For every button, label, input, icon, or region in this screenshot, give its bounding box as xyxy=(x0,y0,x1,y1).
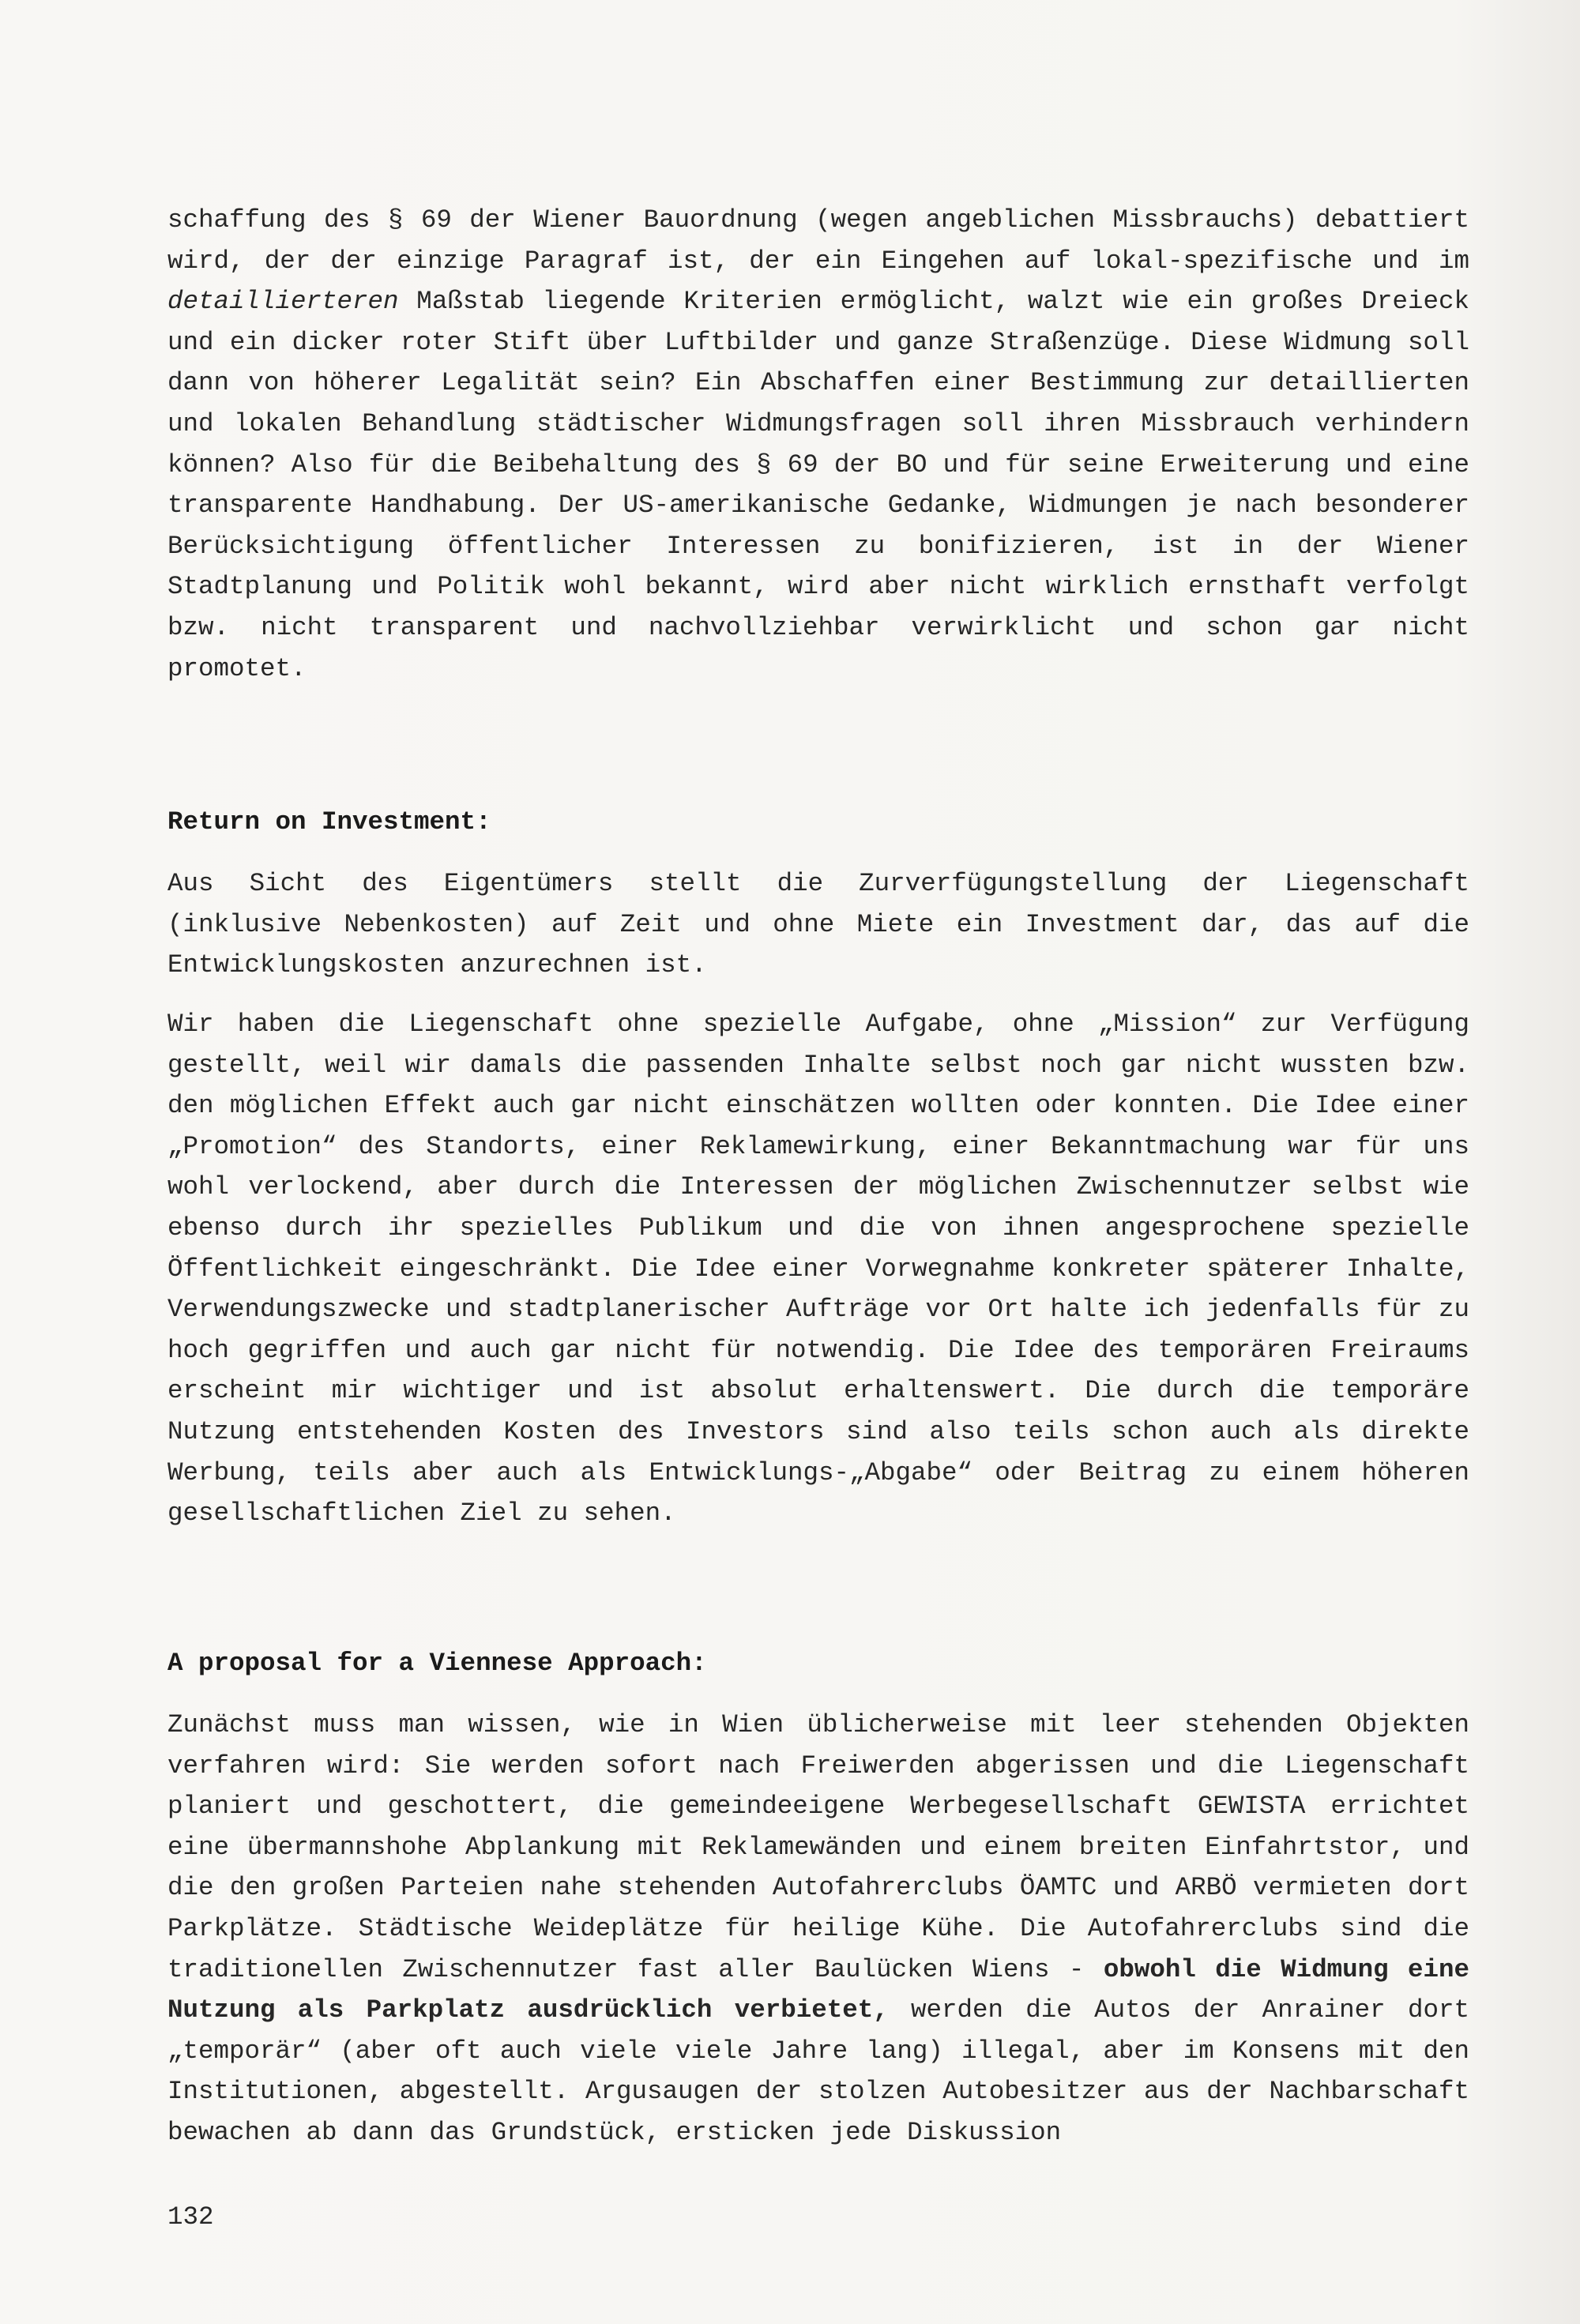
page-number: 132 xyxy=(167,2202,214,2232)
paragraph: Wir haben die Liegenschaft ohne spezielle Aufgabe, ohne „Mission“ zur Verfügung gestellt, weil wir damals die passenden Inhalte selbst noch gar nicht wussten bzw. den möglichen Effekt auch gar nicht einschätzen wollten oder konnten. Die Idee einer „Promotion“ des Standorts, einer Reklamewirkung, einer Bekanntmachung war für uns wohl verlockend, aber durch die Interessen der möglichen Zwischennutzer selbst wie ebenso durch ihr spezielles Publikum und die von ihnen angesprochene spezielle Öffentlichkeit eingeschränkt. Die Idee einer Vorwegnahme konkreter späterer Inhalte, Verwendungszwecke und stadtplanerischer Aufträge vor Ort halte ich jedenfalls für zu hoch gegriffen und auch gar nicht für notwendig. Die Idee des temporären Freiraums erscheint mir wichtiger und ist absolut erhaltenswert. Die durch die temporäre Nutzung entstehenden Kosten des Investors sind also teils schon auch als direkte Werbung, teils aber auch als Entwicklungs-„Abgabe“ oder Beitrag zu einem höheren gesellschaftlichen Ziel zu sehen. xyxy=(167,1010,1469,1529)
paragraph: Aus Sicht des Eigentümers stellt die Zurverfügungstellung der Liegenschaft (inklusive Nebenkosten) auf Zeit und ohne Miete ein Investment dar, das auf die Entwicklungskosten anzurechnen ist. xyxy=(167,869,1469,980)
section-return-on-investment-body xyxy=(167,863,1469,986)
paragraph-text: Zunächst muss man wissen, wie in Wien üblicherweise mit leer stehenden Objekten verfahren wird: Sie werden sofort nach Freiwerden abgerissen und die Liegenschaft planiert und geschottert, die gemeindeeigene Werbegesellschaft GEWISTA errichtet eine übermannshohe Abplankung mit Reklamewänden und einem breiten Einfahrtstor, und die den großen Parteien nahe stehenden Autofahrerclubs ÖAMTC und ARBÖ vermieten dort Parkplätze. Städtische Weideplätze für heilige Kühe. Die Autofahrerclubs sind die traditionellen Zwischennutzer fast aller Baulücken Wiens - xyxy=(167,1710,1469,1984)
section-return-on-investment-body-2 xyxy=(167,1004,1469,1534)
paragraph-text: werden die Autos der Anrainer dort „temporär“ (aber oft auch viele viele Jahre lang) illegal, aber im Konsens mit den Institutionen, abgestellt. Argusaugen der stolzen Autobesitzer aus der Nachbarschaft bewachen ab dann das Grundstück, ersticken jede Diskussion xyxy=(167,1995,1469,2147)
paragraph xyxy=(167,1705,1469,2153)
paragraph-text: Maßstab liegende Kriterien ermöglicht, walzt wie ein großes Dreieck und ein dicker roter Stift über Luftbilder und ganze Straßenzüge. Diese Widmung soll dann von höherer Legalität sein? Ein Abschaffen einer Bestimmung zur detaillierten und lokalen Behandlung städtischer Widmungsfragen soll ihren Missbrauch verhindern können? Also für die Beibehaltung des § 69 der BO und für seine Erweiterung und eine transparente Handhabung. Der US-amerikanische Gedanke, Widmungen je nach besonderer Berücksichtigung öffentlicher Interessen zu bonifizieren, ist in der Wiener Stadtplanung und Politik wohl bekannt, wird aber nicht wirklich ernsthaft verfolgt bzw. nicht transparent und nachvollziehbar verwirklicht und schon gar nicht promotet. xyxy=(167,287,1469,683)
paragraph xyxy=(167,200,1469,689)
italic-term: detaillierteren xyxy=(167,287,399,317)
bold-phrase: obwohl die Widmung eine Nutzung als Parkplatz ausdrücklich verbietet, xyxy=(167,1954,1470,2025)
opening-paragraph xyxy=(167,200,1469,689)
section-heading-viennese-approach: A proposal for a Viennese Approach: xyxy=(167,1649,707,1678)
section-viennese-approach-body xyxy=(167,1705,1469,2153)
section-heading-return-on-investment: Return on Investment: xyxy=(167,807,491,837)
paragraph-text: schaffung des § 69 der Wiener Bauordnung (wegen angeblichen Missbrauchs) debattiert wird, der der einzige Paragraf ist, der ein Eingehen auf lokal-spezifische und im xyxy=(167,205,1469,276)
